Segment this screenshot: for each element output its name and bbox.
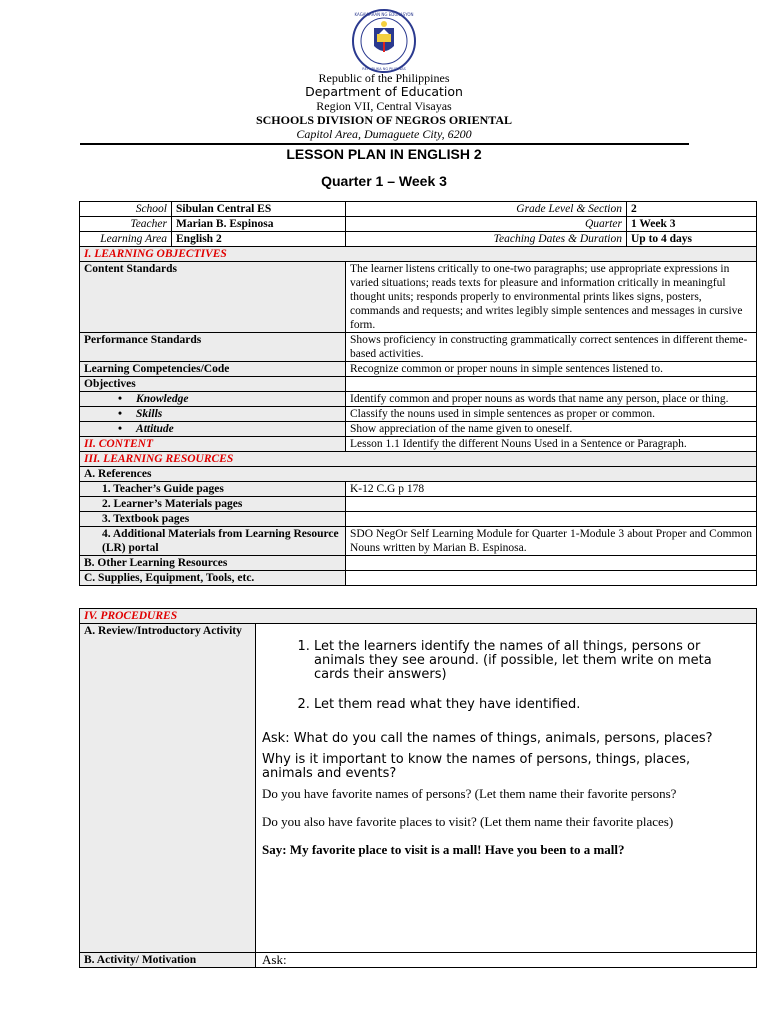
section-objectives-heading: I. LEARNING OBJECTIVES	[80, 247, 757, 262]
competency-label: Learning Competencies/Code	[80, 362, 346, 377]
quarter-label: Quarter	[346, 217, 627, 232]
header-department: Department of Education	[305, 84, 463, 99]
deped-seal-logo	[349, 8, 419, 74]
textbook-value	[346, 512, 757, 527]
content-value: Lesson 1.1 Identify the different Nouns Used in a Sentence or Paragraph.	[346, 437, 757, 452]
area-value: English 2	[172, 232, 346, 247]
attitude-label: • Attitude	[80, 422, 346, 437]
supplies-value	[346, 571, 757, 586]
objectives-label: Objectives	[80, 377, 346, 392]
svg-text:REPUBLIKA NG PILIPINAS: REPUBLIKA NG PILIPINAS	[362, 67, 406, 71]
lr-portal-label: 4. Additional Materials from Learning Resource (LR) portal	[80, 527, 346, 556]
knowledge-value: Identify common and proper nouns as words that name any person, place or thing.	[346, 392, 757, 407]
teacher-value: Marian B. Espinosa	[172, 217, 346, 232]
grade-value: 2	[627, 202, 757, 217]
knowledge-label: • Knowledge	[80, 392, 346, 407]
performance-standards-label: Performance Standards	[80, 333, 346, 362]
header-address: Capitol Area, Dumaguete City, 6200	[296, 127, 472, 141]
competency-value: Recognize common or proper nouns in simple sentences listened to.	[346, 362, 757, 377]
activity-step-2: 2. Let them read what they have identified.	[314, 698, 744, 712]
other-resources-value	[346, 556, 757, 571]
lesson-plan-table	[79, 201, 757, 586]
teachers-guide-label: 1. Teacher’s Guide pages	[80, 482, 346, 497]
lr-portal-value: SDO NegOr Self Learning Module for Quarter 1-Module 3 about Proper and Common Nouns written by Marian B. Espinosa.	[346, 527, 757, 556]
favorite-places-question: Do you also have favorite places to visit? (Let them name their favorite places)	[262, 814, 674, 829]
skills-value: Classify the nouns used in simple sentences as proper or common.	[346, 407, 757, 422]
page-subtitle: Quarter 1 – Week 3	[321, 173, 447, 189]
activity-step-1: 1. Let the learners identify the names of all things, persons or animals they see around. (if possible, let them write on meta cards their answers)	[314, 640, 744, 682]
learners-materials-value	[346, 497, 757, 512]
dates-label: Teaching Dates & Duration	[346, 232, 627, 247]
motivation-label: B. Activity/ Motivation	[80, 953, 256, 968]
quarter-value: 1 Week 3	[627, 217, 757, 232]
textbook-label: 3. Textbook pages	[80, 512, 346, 527]
grade-label: Grade Level & Section	[346, 202, 627, 217]
teacher-label: Teacher	[80, 217, 172, 232]
section-resources-heading: III. LEARNING RESOURCES	[80, 452, 757, 467]
section-content-heading: II. CONTENT	[80, 437, 346, 452]
area-label: Learning Area	[80, 232, 172, 247]
school-label: School	[80, 202, 172, 217]
other-resources-label: B. Other Learning Resources	[80, 556, 346, 571]
ask-question-2: Why is it important to know the names of persons, things, places, animals and events?	[262, 752, 691, 781]
skills-label: • Skills	[80, 407, 346, 422]
ask-question-1: Ask: What do you call the names of things, animals, persons, places?	[262, 731, 713, 746]
content-standards-label: Content Standards	[80, 262, 346, 333]
favorite-persons-question: Do you have favorite names of persons? (Let them name their favorite persons?	[262, 786, 677, 801]
header-divider	[80, 143, 689, 145]
header-region: Region VII, Central Visayas	[316, 99, 452, 113]
supplies-label: C. Supplies, Equipment, Tools, etc.	[80, 571, 346, 586]
header-republic: Republic of the Philippines	[318, 71, 450, 85]
attitude-value: Show appreciation of the name given to oneself.	[346, 422, 757, 437]
school-value: Sibulan Central ES	[172, 202, 346, 217]
review-activity-label-text: A. Review/Introductory Activity	[84, 625, 242, 637]
performance-standards-value: Shows proficiency in constructing grammatically correct sentences in different theme-based activities.	[346, 333, 757, 362]
objectives-value	[346, 377, 757, 392]
references-label: A. References	[80, 467, 757, 482]
review-activity-label	[80, 624, 256, 953]
svg-text:KAGAWARAN NG EDUKASYON: KAGAWARAN NG EDUKASYON	[354, 12, 414, 17]
review-activity-content	[256, 624, 757, 953]
dates-value: Up to 4 days	[627, 232, 757, 247]
motivation-value: Ask:	[256, 953, 757, 968]
header-division: SCHOOLS DIVISION OF NEGROS ORIENTAL	[255, 113, 513, 127]
learners-materials-label: 2. Learner’s Materials pages	[80, 497, 346, 512]
say-statement: Say: My favorite place to visit is a mall! Have you been to a mall?	[262, 842, 625, 857]
page-title: LESSON PLAN IN ENGLISH 2	[286, 146, 482, 162]
teachers-guide-value: K-12 C.G p 178	[346, 482, 757, 497]
procedures-table	[79, 608, 757, 968]
activity-steps-list	[262, 640, 744, 712]
content-standards-value: The learner listens critically to one-two paragraphs; use appropriate expressions in varied situations; reads texts for pleasure and information critically in meaningful thought units; responds properly to environmental prints likes signs, posters, commands and requests; and writes legibly simple sentences and messages in cursive form.	[346, 262, 757, 333]
section-procedures-heading: IV. PROCEDURES	[80, 609, 757, 624]
